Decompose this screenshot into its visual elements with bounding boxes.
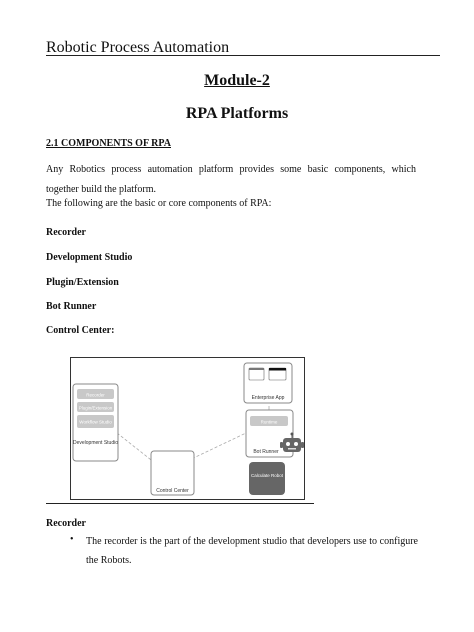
dev-item-recorder-label: Recorder xyxy=(86,392,105,398)
rpa-components-diagram xyxy=(70,357,305,500)
recorder-heading: Recorder xyxy=(46,518,86,529)
connector-dev-control xyxy=(117,433,155,463)
recorder-bullet-text: The recorder is the part of the development studio that developers use to configure the Robots. xyxy=(86,536,418,566)
dev-item-workflow-label: Workflow Studio xyxy=(79,419,112,425)
document-header-title: Robotic Process Automation xyxy=(46,39,230,56)
bullet-marker: • xyxy=(70,534,74,545)
app-window-titlebar xyxy=(249,368,264,370)
component-development-studio: Development Studio xyxy=(46,252,133,263)
diagram-bottom-rule xyxy=(46,503,314,504)
runtime-label: Runtime xyxy=(260,419,278,425)
chapter-title: RPA Platforms xyxy=(185,105,289,122)
component-bot-runner: Bot Runner xyxy=(46,301,97,312)
enterprise-app-label: Enterprise App xyxy=(251,395,285,401)
section-heading: 2.1 COMPONENTS OF RPA xyxy=(46,138,171,149)
dev-item-plugin-label: Plugin/Extension xyxy=(78,405,113,411)
calculate-robot-label: Calculate Robot xyxy=(250,473,284,478)
component-control-center: Control Center: xyxy=(46,325,115,336)
diagram-canvas xyxy=(71,358,304,499)
component-recorder: Recorder xyxy=(46,227,86,238)
dev-studio-label: Development Studio xyxy=(72,440,119,446)
app-window-titlebar-2 xyxy=(269,368,286,371)
control-center-label: Control Center xyxy=(156,488,189,494)
bot-runner-label: Bot Runner xyxy=(253,449,279,455)
calculate-robot-box xyxy=(249,462,285,495)
header-rule xyxy=(46,55,440,56)
list-intro-paragraph: The following are the basic or core components of RPA: xyxy=(46,198,272,209)
component-plugin-extension: Plugin/Extension xyxy=(46,277,119,288)
intro-paragraph: Any Robotics process automation platform provides some basic components, which together build the platform. xyxy=(46,164,416,195)
module-title: Module-2 xyxy=(204,72,270,89)
